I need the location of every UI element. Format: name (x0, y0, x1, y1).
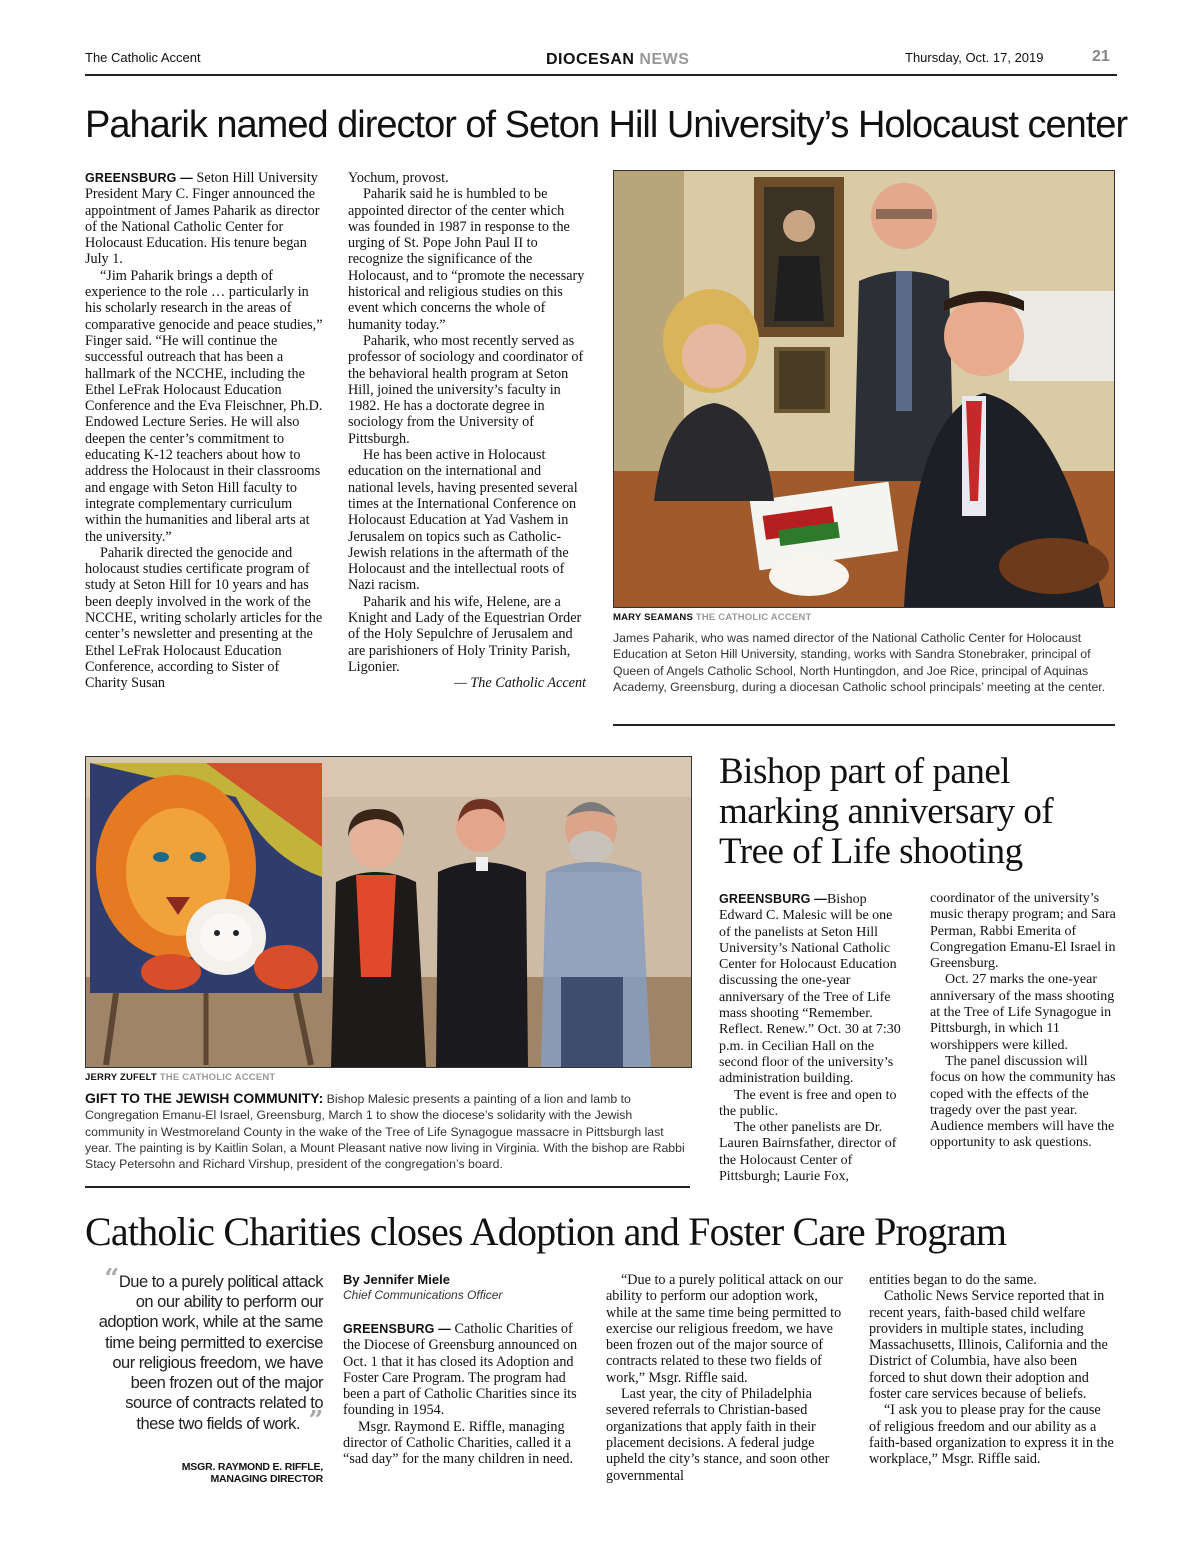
principals-meeting-illustration (614, 171, 1114, 607)
page-number: 21 (1092, 48, 1110, 65)
story2-paragraph: Oct. 27 marks the one-year anniversary of the mass shooting at the Tree of Life Synagogue in Pittsburgh, in which 11 worshippers were killed. (930, 972, 1115, 1053)
photo2-caption-lead: GIFT TO THE JEWISH COMMUNITY: (85, 1090, 324, 1106)
story3-dateline: GREENSBURG — (343, 1322, 451, 1336)
paper-name: The Catholic Accent (85, 50, 201, 65)
story3-headline: Catholic Charities closes Adoption and Foster Care Program (85, 1209, 1007, 1254)
story1-photo-credit-name: MARY SEAMANS (613, 612, 693, 623)
photo2-credit-name: JERRY ZUFELT (85, 1072, 157, 1083)
story2-paragraph: coordinator of the university’s music therapy program; and Sara Perman, Rabbi Emerita of Congregation Emanu-El Israel in Greensburg. (930, 891, 1116, 972)
story2-paragraph: The event is free and open to the public. (719, 1087, 897, 1119)
story1-photo-credit (613, 612, 812, 623)
story3-paragraph: GREENSBURG — Catholic Charities of the Diocese of Greensburg announced on Oct. 1 that it has closed its Adoption and Foster Care Program. The program had been a part of Catholic Charities since its founding in 1954. (343, 1321, 578, 1419)
story1-paragraph: Paharik said he is humbled to be appointed director of the center which was founded in 1987 in response to the urging of St. Pope John Paul II to recognize the significance of the Holocaust, and to “promote the necessary historical and religious studies on this event which concerns the whole of humanity today.” (348, 186, 585, 333)
photo2-caption-text: Bishop Malesic presents a painting of a lion and lamb to Congregation Emanu-El Israel, Greensburg, March 1 to show the diocese’s solidarity with the Jewish community in Westmoreland County in the wake of the Tree of Life Synagogue massacre in Pittsburgh last year. The painting is by Kaitlin Solan, a Mount Pleasant native now living in Virginia. With the bishop are Rabbi Stacy Petersohn and Richard Virshup, president of the congregation’s board. (85, 1092, 685, 1172)
story3-paragraph: Last year, the city of Philadelphia severed referrals to Christian-based organizations that apply faith in their placement decisions. A federal judge upheld the city’s stance, and soon other governmental (606, 1386, 830, 1484)
section-title-light: NEWS (639, 51, 690, 68)
story3-column-1 (343, 1321, 589, 1468)
photo2-credit-org: THE CATHOLIC ACCENT (159, 1072, 276, 1083)
photo2-caption-rule (85, 1186, 690, 1188)
story1-headline: Paharik named director of Seton Hill University’s Holocaust center (85, 104, 1128, 146)
story2-paragraph: GREENSBURG —Bishop Edward C. Malesic will be one of the panelists at Seton Hill University’s National Catholic Center for Holocaust Education discussing the one-year anniversary of the Tree of Life mass shooting “Remember. Reflect. Renew.” Oct. 30 at 7:30 p.m. in Cecilian Hall on the second floor of the university’s administration building. (719, 892, 901, 1087)
byline-title: Chief Communications Officer (343, 1288, 503, 1302)
story1-paragraph: Yochum, provost. (348, 170, 449, 186)
section-title (546, 51, 689, 69)
story1-paragraph: Paharik directed the genocide and holocaust studies certificate program of study at Seton Hill for 10 years and has been deeply involved in the work of the NCCHE, writing scholarly articles for the center’s newsletter and presenting at the Ethel LeFrak Holocaust Education Conference, according to Sister of Charity Susan (85, 544, 323, 692)
byline: By Jennifer Miele (343, 1272, 450, 1287)
story1-photo-credit-org: THE CATHOLIC ACCENT (695, 612, 812, 623)
open-quote-icon: “ (104, 1264, 119, 1294)
pull-quote-text: Due to a purely political attack on our ability to perform our adoption work, while at the same time being permitted to exercise our religious freedom, we have been frozen out of the major source of contracts related to these two fields of work. (98, 1273, 323, 1434)
story1-column-1 (85, 170, 325, 692)
story2-paragraph: The other panelists are Dr. Lauren Bairnsfather, director of the Holocaust Center of Pittsburgh; Laurie Fox, (719, 1120, 897, 1185)
pull-quote-attribution-title: MANAGING DIRECTOR (210, 1473, 323, 1485)
story1-paragraph: Paharik, who most recently served as professor of sociology and coordinator of the behavioral health program at Seton Hill, joined the university’s faculty in 1982. He has a doctorate degree in sociology from the University of Pittsburgh. (348, 332, 584, 447)
story2-dateline: GREENSBURG — (719, 892, 827, 906)
story2-paragraph: The panel discussion will focus on how the community has coped with the effects of the tragedy over the past year. Audience members will have the opportunity to ask questions. (930, 1053, 1116, 1151)
story1-paragraph: “Jim Paharik brings a depth of experience to the role … particularly in his scholarly research in the areas of comparative genocide and peace studies,” Finger said. “He will continue the successful outreach that has been a hallmark of the NCCHE, including the Ethel LeFrak Holocaust Education Conference and the Eva Fleischner, Ph.D. Endowed Lecture Series. He will also deepen the center’s commitment to educating K-12 teachers about how to address the Holocaust in their classrooms and engage with Seton Hill faculty to integrate complementary curriculum within the humanities and liberal arts at the university.” (85, 267, 323, 545)
story2-headline: Bishop part of panel marking anniversary of Tree of Life shooting (719, 751, 1054, 872)
story3-column-2 (606, 1272, 852, 1484)
story1-column-2 (348, 170, 586, 692)
pull-quote-attribution-name: MSGR. RAYMOND E. RIFFLE, (181, 1461, 323, 1473)
story1-dateline: GREENSBURG — (85, 171, 193, 185)
story3-column-3 (869, 1272, 1115, 1468)
lion-painting-illustration (86, 757, 691, 1067)
header-rule (85, 74, 1117, 76)
lion-painting-photo (85, 756, 692, 1068)
photo2-credit (85, 1072, 275, 1083)
photo2-caption (85, 1090, 690, 1172)
pull-quote-attribution (85, 1461, 323, 1485)
pull-quote (85, 1264, 323, 1437)
story2-column-1 (719, 891, 903, 1185)
story1-paragraph: GREENSBURG — Seton Hill University President Mary C. Finger announced the appointment of James Paharik as director of the National Catholic Center for Holocaust Education. His tenure began July 1. (85, 170, 320, 268)
story1-photo-caption: James Paharik, who was named director of the National Catholic Center for Holocaust Education at Seton Hill University, standing, works with Sandra Stonebraker, principal of Queen of Angels Catholic School, North Huntingdon, and Joe Rice, principal of Aquinas Academy, Greensburg, during a diocesan Catholic school principals’ meeting at the center. (613, 631, 1106, 694)
story3-paragraph: “Due to a purely political attack on our ability to perform our adoption work, while at the same time being permitted to exercise our religious freedom, we have been frozen out of the major source of contracts related to these two fields of work,” Msgr. Riffle said. (606, 1272, 843, 1386)
story3-paragraph: entities began to do the same. (869, 1272, 1037, 1288)
story3-paragraph: Msgr. Raymond E. Riffle, managing director of Catholic Charities, called it a “sad day” for the many children in need. (343, 1418, 574, 1468)
story1-signature: — The Catholic Accent (454, 675, 586, 692)
story1-caption-rule (613, 724, 1115, 726)
issue-date: Thursday, Oct. 17, 2019 (905, 50, 1044, 65)
principals-meeting-photo (613, 170, 1115, 608)
close-quote-icon: ” (299, 1406, 323, 1437)
story3-paragraph: Catholic News Service reported that in recent years, faith-based child welfare providers in multiple states, including Massachusetts, Illinois, California and the District of Columbia, have also been forced to shut down their adoption and foster care services because of beliefs. (869, 1288, 1108, 1403)
section-title-bold: DIOCESAN (546, 51, 635, 68)
story1-paragraph: Paharik and his wife, Helene, are a Knight and Lady of the Equestrian Order of the Holy Sepulchre of Jerusalem and are parishioners of Holy Trinity Parish, Ligonier. (348, 593, 582, 675)
story1-paragraph: He has been active in Holocaust education on the international and national levels, having presented several times at the International Conference on Holocaust Education at Yad Vashem in Jerusalem on topics such as Catholic-Jewish relations in the aftermath of the Holocaust and the intellectual roots of Nazi racism. (348, 447, 578, 594)
story3-paragraph: “I ask you to please pray for the cause of religious freedom and our ability as a faith-based organization to express it in the workplace,” Msgr. Riffle said. (869, 1402, 1114, 1468)
story2-column-2 (930, 891, 1116, 1152)
